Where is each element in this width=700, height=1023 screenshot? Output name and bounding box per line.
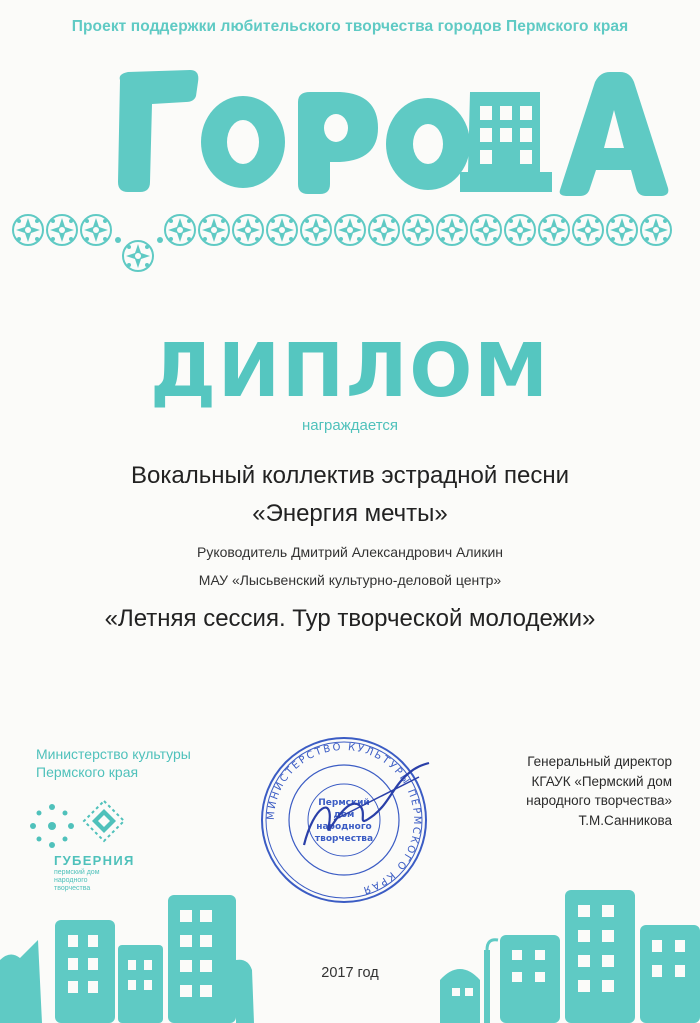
ministry-label bbox=[36, 745, 191, 781]
year-label: 2017 год bbox=[321, 965, 379, 981]
gubernia-sub-line2: народного bbox=[54, 877, 88, 884]
gubernia-logo-icon bbox=[24, 797, 134, 855]
gubernia-name: ГУБЕРНИЯ bbox=[54, 853, 135, 868]
stamp-center-line3: народного bbox=[316, 822, 372, 832]
director-name: Т.М.Санникова bbox=[578, 812, 672, 828]
leader-line: Руководитель Дмитрий Александрович Аликин bbox=[196, 544, 504, 560]
organization-line: МАУ «Лысьвенский культурно-деловой центр» bbox=[198, 572, 502, 588]
director-title: Генеральный директор bbox=[527, 754, 672, 769]
ornament-border bbox=[10, 206, 690, 276]
gubernia-sub-line3: творчества bbox=[54, 885, 91, 892]
ministry-line2: Пермского края bbox=[36, 764, 139, 780]
ministry-line1: Министерство культуры bbox=[36, 746, 191, 762]
awardee-name-line2: «Энергия мечты» bbox=[252, 500, 448, 527]
gorodа-logo bbox=[0, 52, 700, 202]
diploma-title: ДИПЛОМ bbox=[150, 328, 550, 414]
awarded-label: награждается bbox=[301, 417, 399, 434]
director-signature-block bbox=[452, 752, 672, 830]
project-line: Проект поддержки любительского творчества городов Пермского края bbox=[71, 18, 629, 35]
stamp-center-line2: дом bbox=[333, 810, 355, 820]
awardee-name-line1: Вокальный коллектив эстрадной песни bbox=[131, 462, 569, 489]
director-org-line1: КГАУК «Пермский дом bbox=[531, 773, 672, 789]
event-title: «Летняя сессия. Тур творческой молодежи» bbox=[104, 605, 596, 632]
gubernia-sub-line1: пермский дом bbox=[54, 869, 100, 876]
stamp-ring-text: МИНИСТЕРСТВО КУЛЬТУРЫ ПЕРМСКОГО КРАЯ bbox=[265, 741, 423, 896]
stamp-center-line4: творчества bbox=[314, 834, 374, 844]
city-skyline-illustration bbox=[0, 880, 700, 1023]
stamp-center-line1: Пермский bbox=[318, 798, 370, 808]
director-org-line2: народного творчества» bbox=[526, 793, 672, 808]
